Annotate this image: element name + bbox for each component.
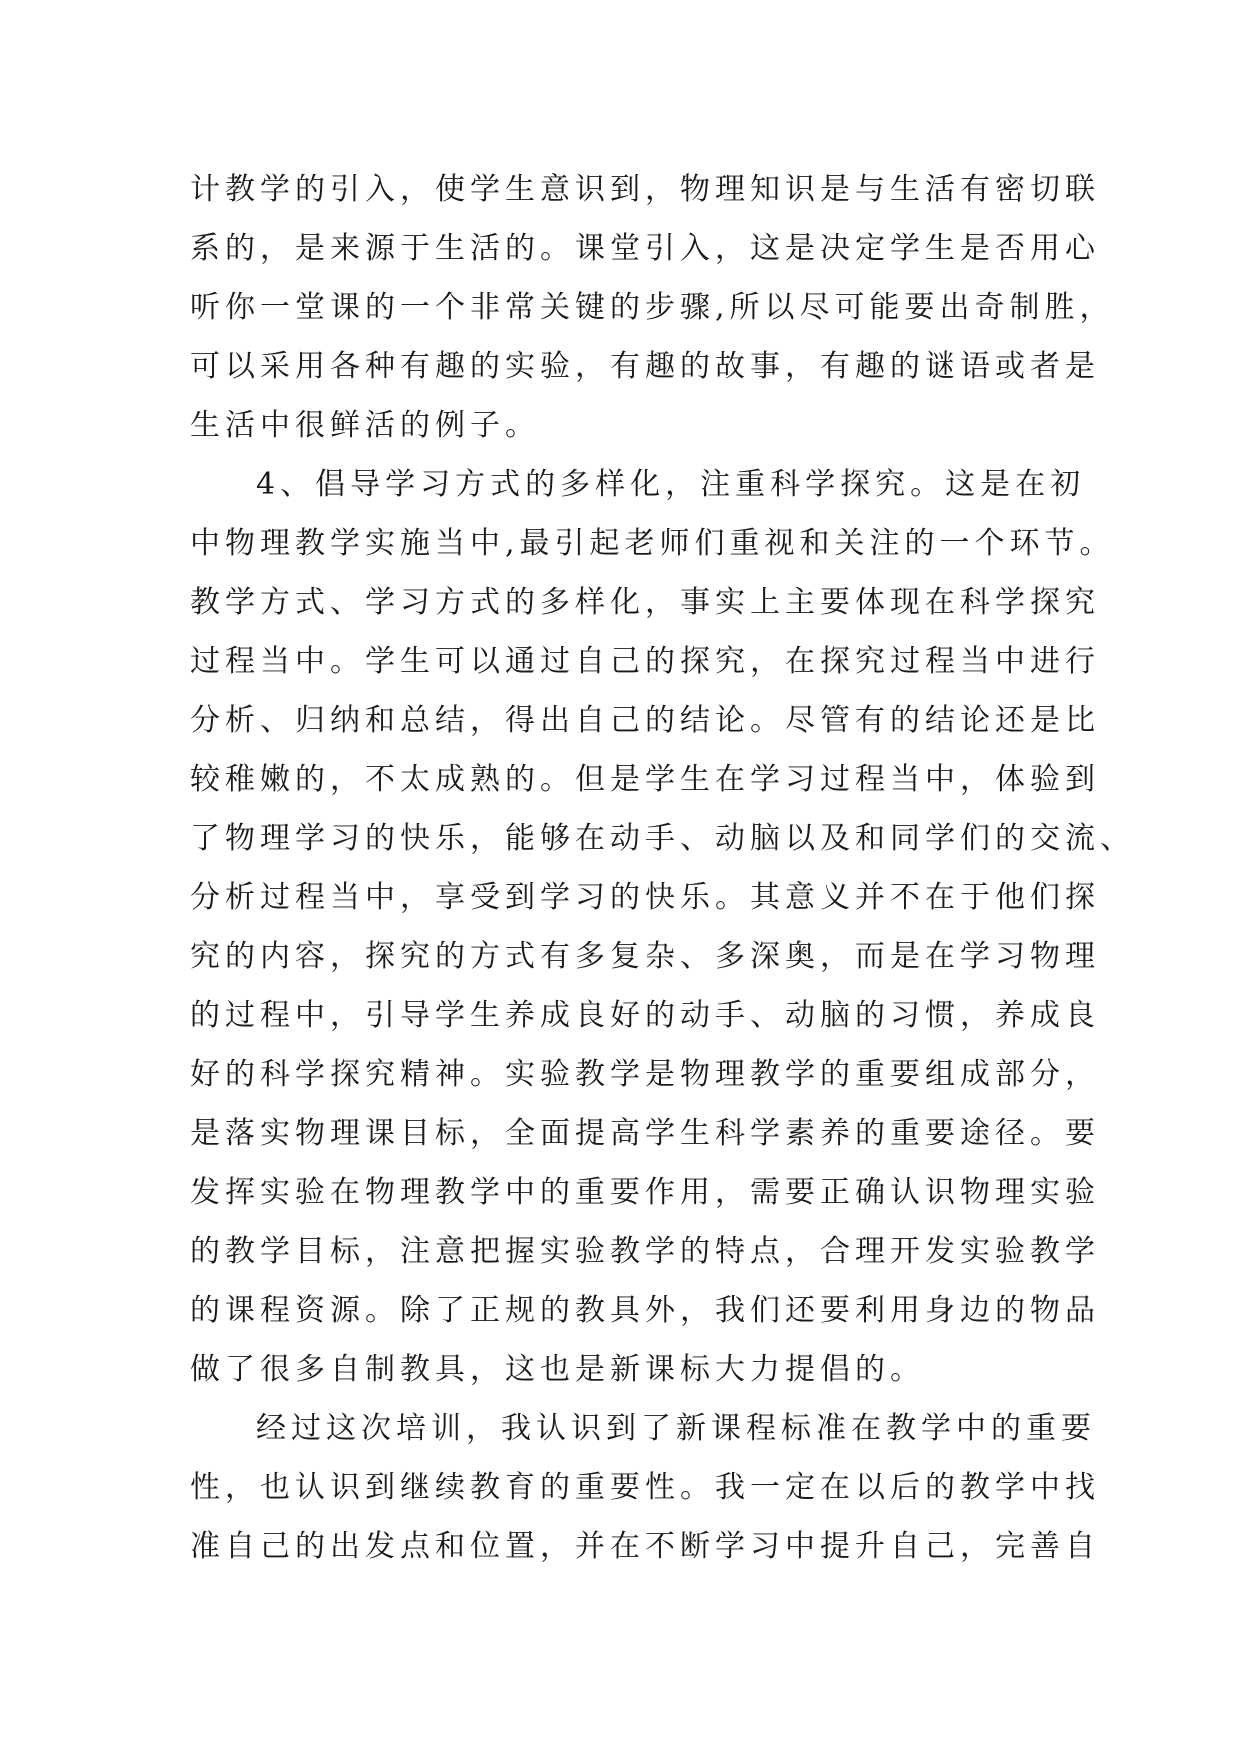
text-line: 生活中很鲜活的例子。 [190, 408, 540, 443]
text-line: 了物理学习的快乐，能够在动手、动脑以及和同学们的交流、 [190, 821, 1135, 856]
text-line: 过程当中。学生可以通过自己的探究，在探究过程当中进行 [190, 644, 1100, 679]
text-line: 做了很多自制教具，这也是新课标大力提倡的。 [190, 1352, 925, 1387]
text-line: 究的内容，探究的方式有多复杂、多深奥，而是在学习物理 [190, 939, 1100, 974]
text-line: 系的，是来源于生活的。课堂引入，这是决定学生是否用心 [190, 231, 1100, 266]
text-line: 好的科学探究精神。实验教学是物理教学的重要组成部分， [190, 1057, 1100, 1092]
text-line: 听你一堂课的一个非常关键的步骤,所以尽可能要出奇制胜， [190, 290, 1115, 325]
text-line: 经过这次培训，我认识到了新课程标准在教学中的重要 [256, 1411, 1096, 1446]
text-line: 可以采用各种有趣的实验，有趣的故事，有趣的谜语或者是 [190, 349, 1100, 384]
text-line: 计教学的引入，使学生意识到，物理知识是与生活有密切联 [190, 172, 1100, 207]
text-line: 分析、归纳和总结，得出自己的结论。尽管有的结论还是比 [190, 703, 1100, 738]
text-line: 中物理教学实施当中,最引起老师们重视和关注的一个环节。 [190, 526, 1115, 561]
text-line: 的教学目标，注意把握实验教学的特点，合理开发实验教学 [190, 1234, 1100, 1269]
text-line: 教学方式、学习方式的多样化，事实上主要体现在科学探究 [190, 585, 1100, 620]
text-line: 的课程资源。除了正规的教具外，我们还要利用身边的物品 [190, 1293, 1100, 1328]
document-body [190, 160, 1135, 1576]
text-line: 4、倡导学习方式的多样化，注重科学探究。这是在初 [256, 467, 1086, 502]
text-line: 是落实物理课目标，全面提高学生科学素养的重要途径。要 [190, 1116, 1100, 1151]
text-line: 准自己的出发点和位置，并在不断学习中提升自己，完善自 [190, 1529, 1100, 1564]
text-line: 分析过程当中，享受到学习的快乐。其意义并不在于他们探 [190, 880, 1100, 915]
text-line: 发挥实验在物理教学中的重要作用，需要正确认识物理实验 [190, 1175, 1100, 1210]
text-line: 较稚嫩的，不太成熟的。但是学生在学习过程当中，体验到 [190, 762, 1100, 797]
text-line: 的过程中，引导学生养成良好的动手、动脑的习惯，养成良 [190, 998, 1100, 1033]
text-line: 性，也认识到继续教育的重要性。我一定在以后的教学中找 [190, 1470, 1100, 1505]
